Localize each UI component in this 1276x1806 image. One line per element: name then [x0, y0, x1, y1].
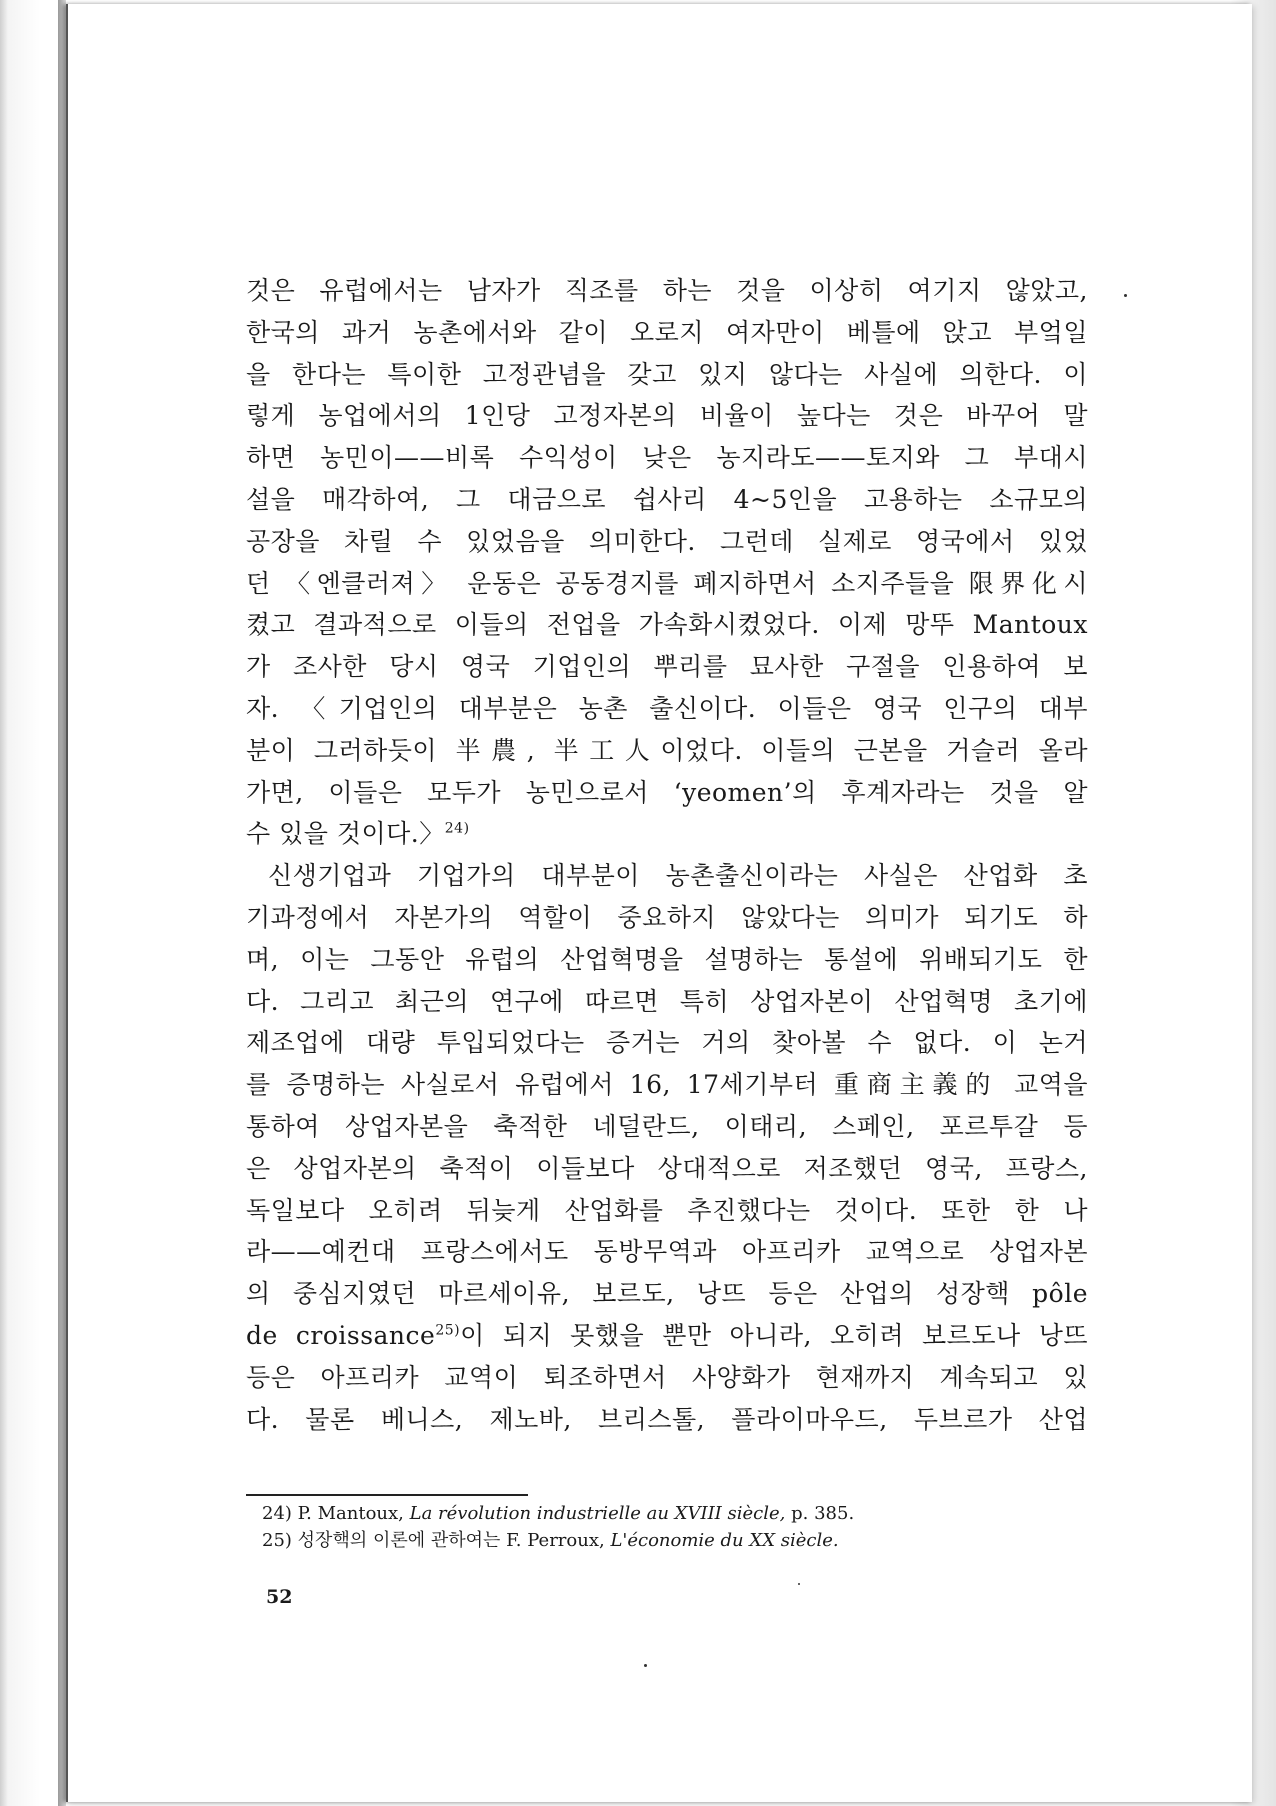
text-line: [246, 1315, 1088, 1357]
text-line: 렇게 농업에서의 1인당 고정자본의 비율이 높다는 것은 바꾸어 말: [246, 401, 1088, 431]
text-line: 가면, 이들은 모두가 농민으로서 ‘yeomen’의 후계자라는 것을 알: [246, 777, 1088, 807]
text-line-content: 수 있을 것이다.〉: [246, 819, 445, 849]
footnote-number: 25): [262, 1530, 292, 1551]
text-line: [246, 813, 1088, 855]
text-line: 기과정에서 자본가의 역할이 중요하지 않았다는 의미가 되기도 하: [246, 902, 1088, 932]
page-number: 52: [266, 1586, 293, 1608]
scan-speck: [798, 1583, 800, 1585]
text-line: 하면 농민이——비록 수익성이 낮은 농지라도——토지와 그 부대시: [246, 443, 1088, 473]
text-line: 제조업에 대량 투입되었다는 증거는 거의 찾아볼 수 없다. 이 논거: [246, 1028, 1088, 1058]
footnote-author: P. Mantoux,: [297, 1503, 404, 1524]
footnote-ref-24: 24): [444, 821, 470, 838]
body-text: [246, 270, 1088, 1440]
text-line: 통하여 상업자본을 축적한 네덜란드, 이태리, 스페인, 포르투갈 등: [246, 1111, 1088, 1141]
footnote-lead: 성장핵의 이론에 관하여는 F. Perroux,: [297, 1530, 605, 1551]
text-line: 설을 매각하여, 그 대금으로 쉽사리 4~5인을 고용하는 소규모의: [246, 484, 1088, 514]
text-line: 의 중심지였던 마르세이유, 보르도, 낭뜨 등은 산업의 성장핵 pôle: [246, 1279, 1088, 1309]
footnote-25: [262, 1527, 1082, 1554]
footnote-title: L'économie du XX siècle.: [610, 1530, 839, 1551]
sheet-edge: [58, 0, 66, 1806]
text-line-tail: 이 되지 못했을 뿐만 아니라, 오히려 보르도나 낭뜨: [460, 1320, 1088, 1350]
footnote-divider: [246, 1494, 528, 1496]
scan-speck: [1124, 294, 1127, 297]
text-line: 며, 이는 그동안 유럽의 산업혁명을 설명하는 통설에 위배되기도 한: [246, 944, 1088, 974]
text-line: 독일보다 오히려 뒤늦게 산업화를 추진했다는 것이다. 또한 한 나: [246, 1195, 1088, 1225]
footnote-24: [262, 1500, 1082, 1527]
text-line: 라——예컨대 프랑스에서도 동방무역과 아프리카 교역으로 상업자본: [246, 1237, 1088, 1267]
text-line: 한국의 과거 농촌에서와 같이 오로지 여자만이 베틀에 앉고 부엌일: [246, 317, 1088, 347]
footnote-page: p. 385.: [791, 1503, 855, 1524]
text-line: 은 상업자본의 축적이 이들보다 상대적으로 저조했던 영국, 프랑스,: [246, 1153, 1088, 1183]
text-line: 켰고 결과적으로 이들의 전업을 가속화시켰었다. 이제 망뚜 Mantoux: [246, 610, 1089, 640]
text-line: 등은 아프리카 교역이 퇴조하면서 사양화가 현재까지 계속되고 있: [246, 1362, 1088, 1392]
text-line: 공장을 차릴 수 있었음을 의미한다. 그런데 실제로 영국에서 있었: [246, 526, 1088, 556]
text-line: 것은 유럽에서는 남자가 직조를 하는 것을 이상히 여기지 않았고,: [246, 276, 1088, 305]
text-line: 던 〈엔클러져〉 운동은 공동경지를 폐지하면서 소지주들을 限界化시: [246, 568, 1088, 598]
text-line: 다. 물론 베니스, 제노바, 브리스톨, 플라이마우드, 두브르가 산업: [246, 1404, 1088, 1434]
text-line: 분이 그러하듯이 半農, 半工人이었다. 이들의 근본을 거슬러 올라: [246, 735, 1088, 765]
footnotes: [262, 1500, 1082, 1554]
text-line: 다. 그리고 최근의 연구에 따르면 특히 상업자본이 산업혁명 초기에: [246, 986, 1088, 1016]
text-line: 가 조사한 당시 영국 기업인의 뿌리를 묘사한 구절을 인용하여 보: [246, 652, 1088, 682]
scan-speck: [644, 1664, 647, 1667]
text-line-paragraph-start: 신생기업과 기업가의 대부분이 농촌출신이라는 사실은 산업화 초: [268, 861, 1088, 891]
footnote-ref-25: 25): [435, 1322, 461, 1339]
text-line: 을 한다는 특이한 고정관념을 갖고 있지 않다는 사실에 의한다. 이: [246, 359, 1088, 389]
text-line-content: de croissance: [246, 1320, 436, 1350]
text-line: 자. 〈기업인의 대부분은 농촌 출신이다. 이들은 영국 인구의 대부: [246, 693, 1088, 723]
footnote-title: La révolution industrielle au XVIII siècle,: [409, 1503, 786, 1524]
text-line: 를 증명하는 사실로서 유럽에서 16, 17세기부터 重商主義的 교역을: [246, 1070, 1088, 1100]
footnote-number: 24): [262, 1503, 292, 1524]
